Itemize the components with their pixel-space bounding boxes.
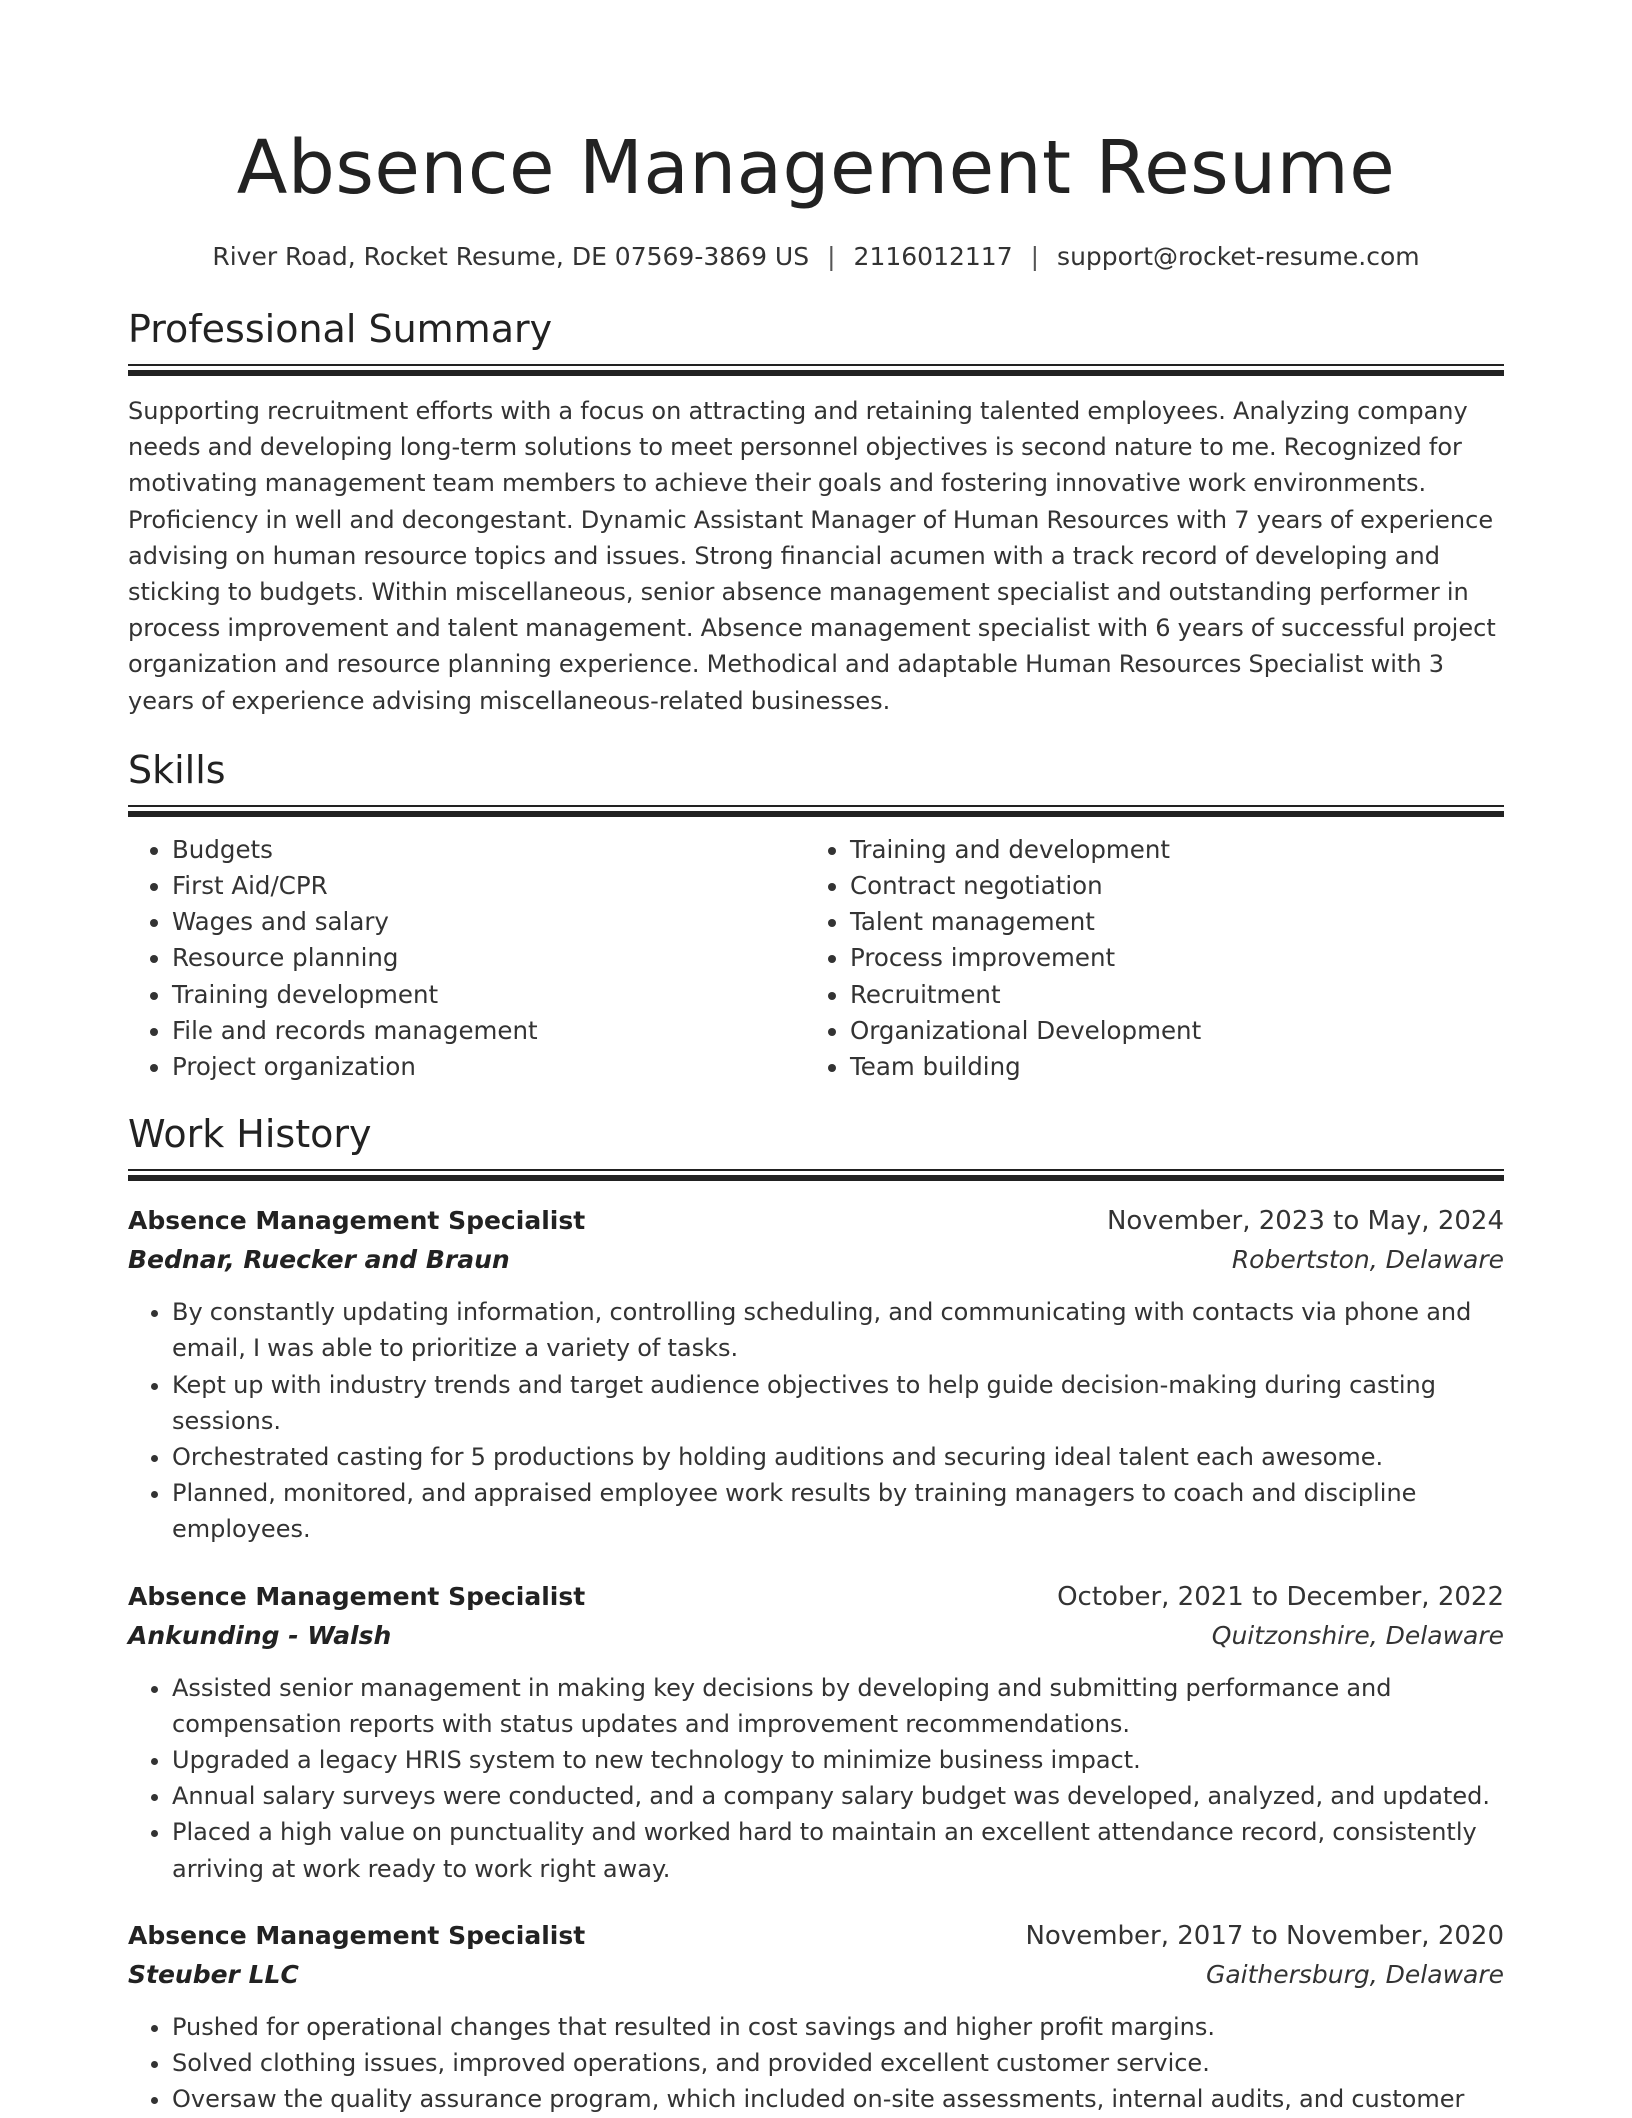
job-header-row bbox=[128, 1917, 1504, 1955]
job-location: Quitzonshire, Delaware bbox=[1211, 1620, 1504, 1650]
job-header-row bbox=[128, 1202, 1504, 1240]
job-bullet: • Pushed for operational changes that resulted in cost savings and higher profit margins. bbox=[172, 2009, 1504, 2045]
skill-item: • Contract negotiation bbox=[850, 868, 1484, 904]
contact-line bbox=[128, 240, 1504, 274]
job-bullet: • Placed a high value on punctuality and worked hard to maintain an excellent attendance record, consistently arriving at work ready to work right away. bbox=[172, 1814, 1504, 1886]
contact-email[interactable]: support@rocket-resume.com bbox=[1057, 242, 1420, 271]
skills-column-right bbox=[806, 832, 1484, 1085]
job-entry bbox=[128, 1202, 1504, 1547]
job-dates: November, 2023 to May, 2024 bbox=[1106, 1206, 1504, 1237]
summary-text: Supporting recruitment efforts with a focus on attracting and retaining talented employees. Analyzing company needs and developing long-term solutions to meet personnel objectives is second nature to me. Recognized for motivating management team members to achieve their goals and fostering innovative work environments. Proficiency in well and decongestant. Dynamic Assistant Manager of Human Resources with 7 years of experience advising on human resource topics and issues. Strong financial acumen with a track record of developing and sticking to budgets. Within miscellaneous, senior absence management specialist and outstanding performer in process improvement and talent management. Absence management specialist with 6 years of successful project organization and resource planning experience. Methodical and adaptable Human Resources Specialist with 3 years of experience advising miscellaneous-related businesses. bbox=[128, 397, 1496, 715]
resume-page bbox=[128, 0, 1504, 2118]
summary-heading: Professional Summary bbox=[128, 307, 553, 351]
job-entry bbox=[128, 1578, 1504, 1887]
skill-item: • Talent management bbox=[850, 904, 1484, 940]
skill-item: • Project organization bbox=[172, 1049, 806, 1085]
job-location: Gaithersburg, Delaware bbox=[1205, 1959, 1504, 1989]
skill-item: • File and records management bbox=[172, 1013, 806, 1049]
skill-item: • Organizational Development bbox=[850, 1013, 1484, 1049]
skill-item: • Recruitment bbox=[850, 977, 1484, 1013]
job-bullet: • Upgraded a legacy HRIS system to new technology to minimize business impact. bbox=[172, 1742, 1504, 1778]
job-company: Ankunding - Walsh bbox=[128, 1620, 392, 1650]
job-bullet: • Orchestrated casting for 5 productions by holding auditions and securing ideal talent each awesome. bbox=[172, 1439, 1504, 1475]
skills-list bbox=[128, 832, 1504, 1085]
job-bullets bbox=[128, 1294, 1504, 1547]
skill-item: • Training and development bbox=[850, 832, 1484, 868]
job-bullet: • Annual salary surveys were conducted, and a company salary budget was developed, analyzed, and updated. bbox=[172, 1778, 1504, 1814]
section-divider bbox=[128, 364, 1504, 377]
job-bullet: • Kept up with industry trends and target audience objectives to help guide decision-making during casting sessions. bbox=[172, 1367, 1504, 1439]
skill-item: • Wages and salary bbox=[172, 904, 806, 940]
job-entry bbox=[128, 1917, 1504, 2118]
skill-item: • Training development bbox=[172, 977, 806, 1013]
resume-title: Absence Management Resume bbox=[236, 125, 1396, 211]
job-bullets bbox=[128, 2009, 1504, 2118]
contact-separator: | bbox=[1030, 242, 1040, 271]
job-dates: November, 2017 to November, 2020 bbox=[1025, 1920, 1504, 1951]
skill-item: • Resource planning bbox=[172, 940, 806, 976]
job-title: Absence Management Specialist bbox=[128, 1581, 586, 1611]
job-company-row bbox=[128, 1240, 1504, 1280]
job-company: Steuber LLC bbox=[128, 1959, 299, 1989]
job-bullets bbox=[128, 1670, 1504, 1887]
skill-item: • Budgets bbox=[172, 832, 806, 868]
section-divider bbox=[128, 805, 1504, 818]
skill-item: • Process improvement bbox=[850, 940, 1484, 976]
job-dates: October, 2021 to December, 2022 bbox=[1057, 1581, 1504, 1612]
section-divider bbox=[128, 1169, 1504, 1182]
skills-heading: Skills bbox=[128, 747, 226, 792]
job-bullet: • Oversaw the quality assurance program, which included on-site assessments, internal audits, and customer bbox=[172, 2081, 1504, 2117]
work-history-heading: Work History bbox=[128, 1112, 372, 1157]
job-title: Absence Management Specialist bbox=[128, 1920, 586, 1950]
skill-item: • First Aid/CPR bbox=[172, 868, 806, 904]
contact-phone: 2116012117 bbox=[853, 242, 1013, 271]
job-bullet: • Solved clothing issues, improved operations, and provided excellent customer service. bbox=[172, 2045, 1504, 2081]
job-company-row bbox=[128, 1955, 1504, 1995]
job-bullet: • Assisted senior management in making key decisions by developing and submitting performance and compensation reports with status updates and improvement recommendations. bbox=[172, 1670, 1504, 1742]
skills-column-left bbox=[128, 832, 806, 1085]
skill-item: • Team building bbox=[850, 1049, 1484, 1085]
job-title: Absence Management Specialist bbox=[128, 1206, 586, 1236]
job-location: Robertston, Delaware bbox=[1231, 1245, 1504, 1275]
job-header-row bbox=[128, 1578, 1504, 1616]
contact-address: River Road, Rocket Resume, DE 07569-3869 US bbox=[212, 242, 810, 271]
contact-separator: | bbox=[827, 242, 836, 271]
job-bullet: • By constantly updating information, controlling scheduling, and communicating with contacts via phone and email, I was able to prioritize a variety of tasks. bbox=[172, 1294, 1504, 1366]
job-company-row bbox=[128, 1616, 1504, 1656]
job-company: Bednar, Ruecker and Braun bbox=[128, 1245, 510, 1275]
job-bullet: • Planned, monitored, and appraised employee work results by training managers to coach and discipline employees. bbox=[172, 1475, 1504, 1547]
